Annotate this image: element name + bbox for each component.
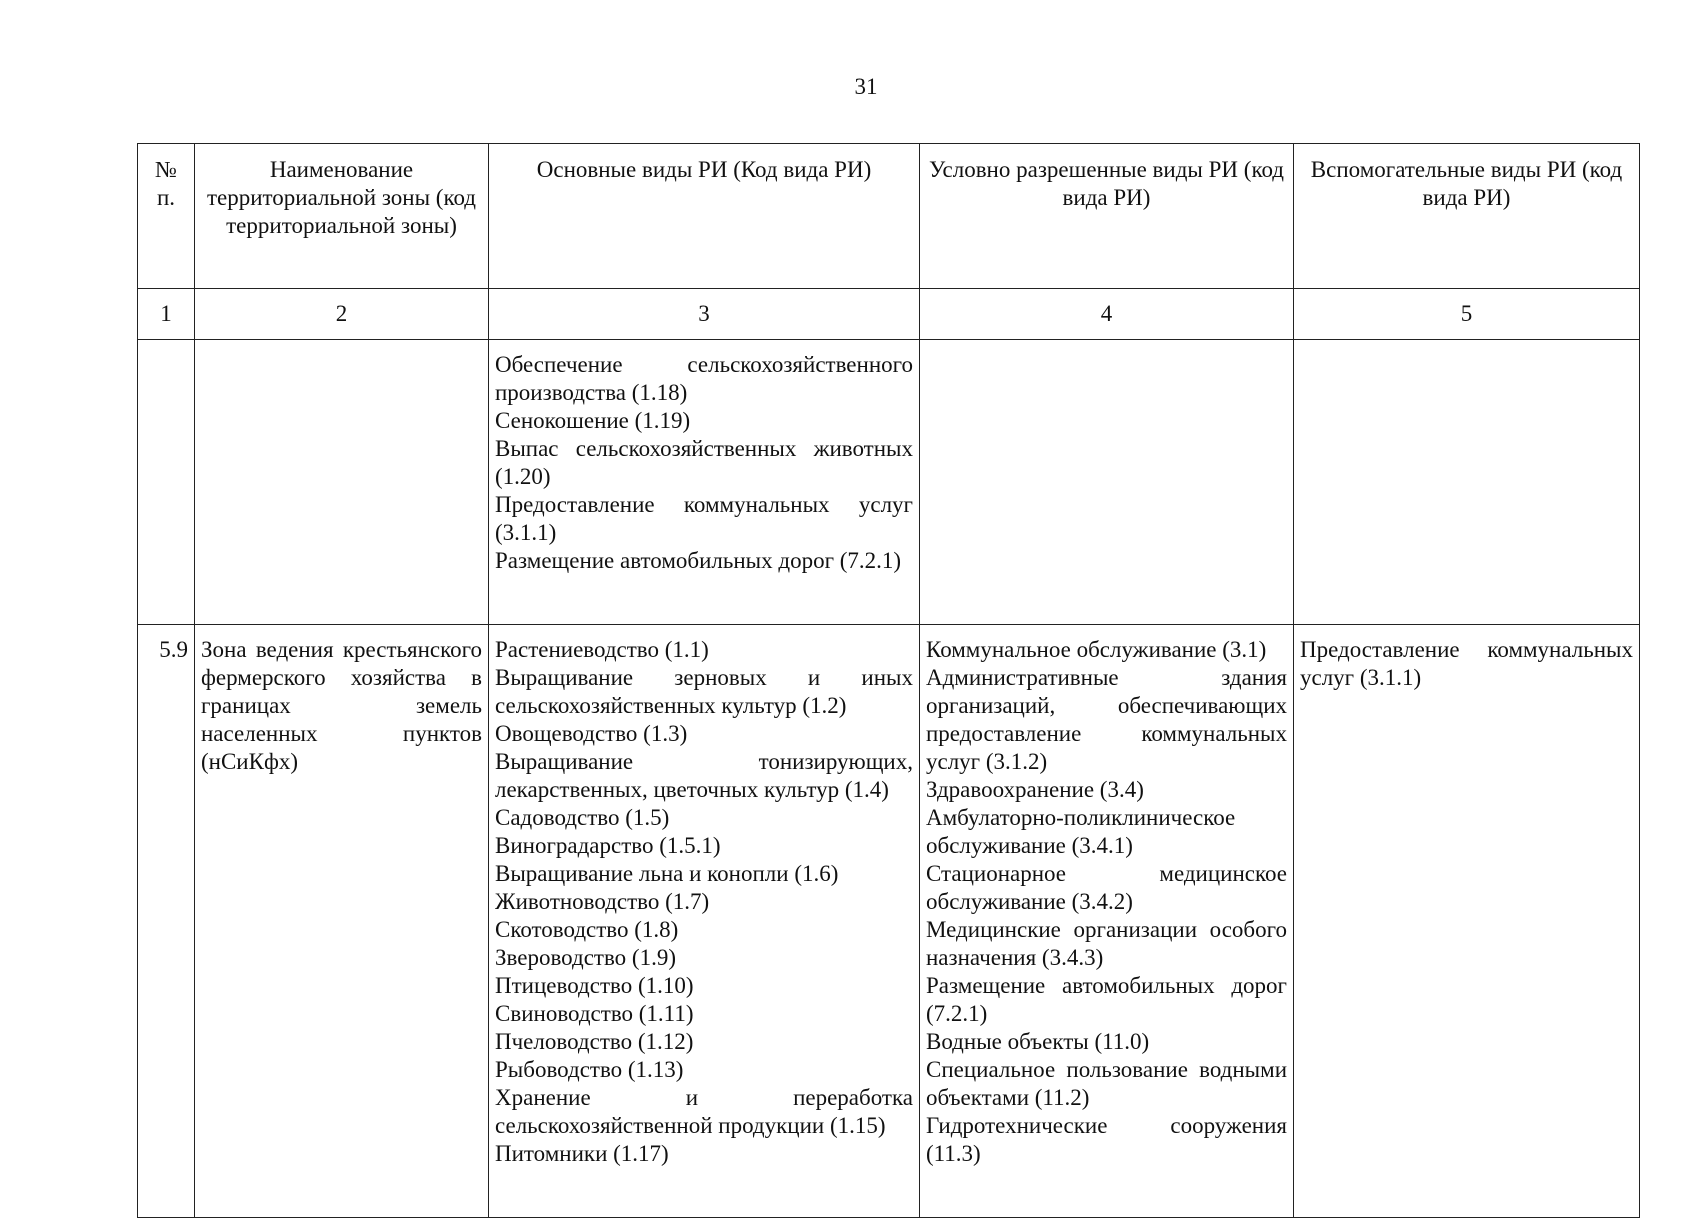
land-use-item: Садоводство (1.5) [495, 805, 670, 830]
land-use-item: Виноградарство (1.5.1) [495, 833, 721, 858]
auxiliary-uses-cell [1294, 340, 1640, 625]
land-use-item: Административные здания организаций, обеспечивающих предоставление коммунальных услуг (3.1.2) [926, 665, 1287, 774]
land-use-item: Специальное пользование водными объектами (11.2) [926, 1057, 1287, 1110]
main-uses-cell [489, 340, 920, 625]
land-use-item: Рыбоводство (1.13) [495, 1057, 684, 1082]
land-use-item: Размещение автомобильных дорог (7.2.1) [926, 973, 1287, 1026]
zone-name-cell: Зона ведения крестьянского фермерского хозяйства в границах земель населенных пунктов (нСиКфх) [195, 625, 489, 1218]
conditional-uses-cell [920, 625, 1294, 1218]
continuation-row [138, 340, 1640, 625]
land-use-item: Обеспечение сельскохозяйственного производства (1.18) [495, 352, 913, 405]
page-number: 31 [854, 74, 878, 99]
column-number-row [138, 289, 1640, 340]
zoning-table [137, 143, 1640, 1218]
header-number: № п. [138, 144, 195, 289]
land-use-item: Медицинские организации особого назначения (3.4.3) [926, 917, 1287, 970]
land-use-item: Гидротехнические сооружения (11.3) [926, 1113, 1287, 1166]
land-use-item: Питомники (1.17) [495, 1141, 669, 1166]
land-use-item: Свиноводство (1.11) [495, 1001, 694, 1026]
column-number: 5 [1294, 289, 1640, 340]
conditional-uses-cell [920, 340, 1294, 625]
land-use-item: Растениеводство (1.1) [495, 637, 709, 662]
land-use-item: Животноводство (1.7) [495, 889, 710, 914]
table-header-row [138, 144, 1640, 289]
column-number: 2 [195, 289, 489, 340]
zone-name-cell [195, 340, 489, 625]
land-use-item: Выращивание тонизирующих, лекарственных, цветочных культур (1.4) [495, 749, 913, 802]
land-use-item: Амбулаторно-поликлиническое обслуживание (3.4.1) [926, 805, 1236, 858]
header-conditional-uses: Условно разрешенные виды РИ (код вида РИ) [920, 144, 1294, 289]
column-number: 1 [138, 289, 195, 340]
header-zone-name: Наименование территориальной зоны (код территориальной зоны) [195, 144, 489, 289]
land-use-item: Овощеводство (1.3) [495, 721, 688, 746]
land-use-item: Пчеловодство (1.12) [495, 1029, 694, 1054]
land-use-item: Хранение и переработка сельскохозяйственной продукции (1.15) [495, 1085, 913, 1138]
land-use-item: Выпас сельскохозяйственных животных (1.20) [495, 436, 913, 489]
row-number-cell [138, 340, 195, 625]
land-use-item: Коммунальное обслуживание (3.1) [926, 637, 1267, 662]
land-use-item: Выращивание льна и конопли (1.6) [495, 861, 839, 886]
land-use-item: Сенокошение (1.19) [495, 408, 691, 433]
land-use-item: Здравоохранение (3.4) [926, 777, 1144, 802]
column-number: 4 [920, 289, 1294, 340]
land-use-item: Размещение автомобильных дорог (7.2.1) [495, 548, 902, 573]
land-use-item: Предоставление коммунальных услуг (3.1.1) [495, 492, 913, 545]
land-use-item: Звероводство (1.9) [495, 945, 676, 970]
land-use-item: Выращивание зерновых и иных сельскохозяйственных культур (1.2) [495, 665, 913, 718]
header-auxiliary-uses: Вспомогательные виды РИ (код вида РИ) [1294, 144, 1640, 289]
land-use-item: Водные объекты (11.0) [926, 1029, 1150, 1054]
auxiliary-uses-cell [1294, 625, 1640, 1218]
column-number: 3 [489, 289, 920, 340]
main-uses-cell [489, 625, 920, 1218]
header-main-uses: Основные виды РИ (Код вида РИ) [489, 144, 920, 289]
land-use-item: Предоставление коммунальных услуг (3.1.1) [1300, 637, 1633, 690]
zone-row [138, 625, 1640, 1218]
land-use-item: Скотоводство (1.8) [495, 917, 679, 942]
row-number-cell: 5.9 [138, 625, 195, 1218]
land-use-item: Стационарное медицинское обслуживание (3.4.2) [926, 861, 1287, 914]
land-use-item: Птицеводство (1.10) [495, 973, 694, 998]
